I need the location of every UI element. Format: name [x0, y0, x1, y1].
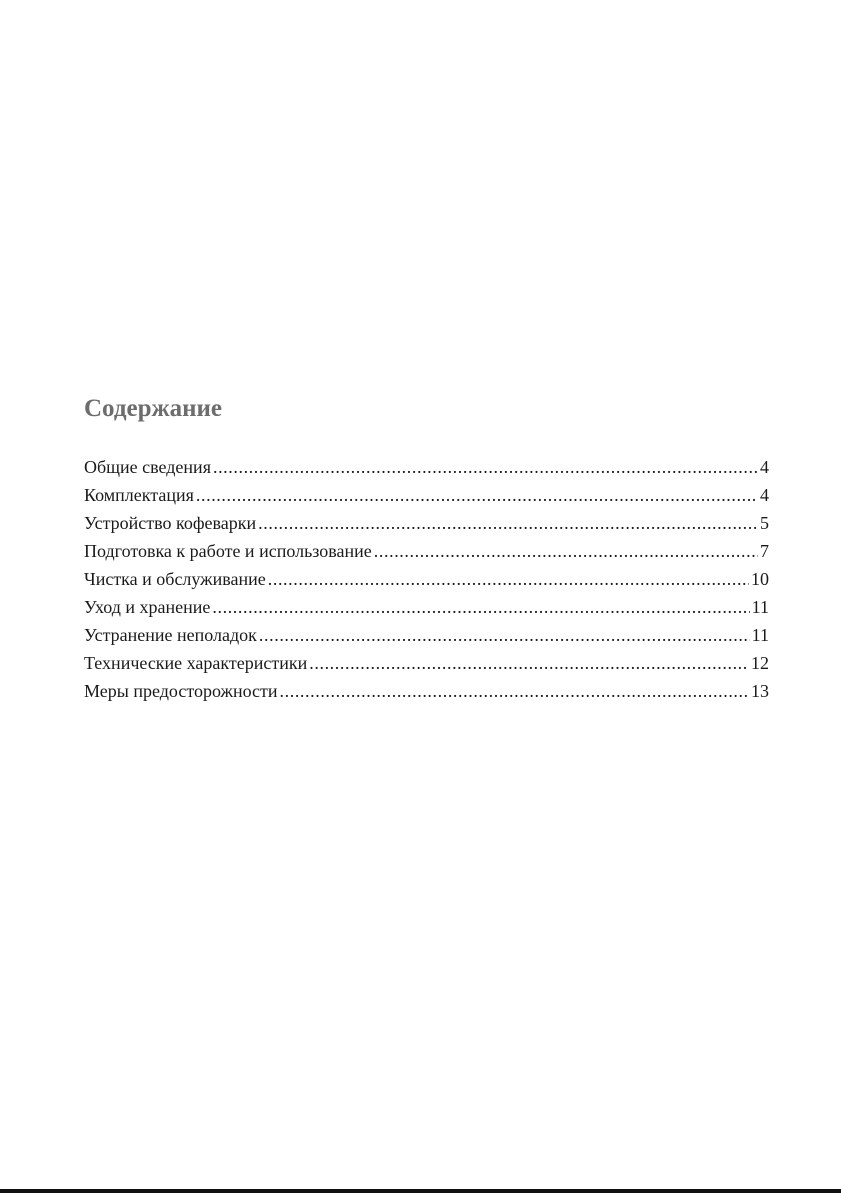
toc-entry-label: Подготовка к работе и использование	[84, 541, 372, 561]
toc-entry-label: Устранение неполадок	[84, 625, 257, 645]
toc-entry-page: 4	[760, 485, 769, 505]
toc-entry-page: 10	[751, 569, 769, 589]
toc-title: Содержание	[84, 395, 223, 422]
toc-entry	[84, 565, 769, 593]
toc-dot-leader	[212, 593, 749, 621]
toc-entry-label: Уход и хранение	[84, 597, 211, 617]
toc-list	[84, 453, 769, 705]
toc-dot-leader	[258, 509, 758, 537]
toc-entry-label: Устройство кофеварки	[84, 513, 257, 533]
toc-dot-leader	[213, 453, 758, 481]
toc-dot-leader	[280, 677, 749, 705]
toc-entry-page: 4	[760, 457, 769, 477]
toc-entry-page: 7	[760, 541, 769, 561]
toc-entry	[84, 537, 769, 565]
toc-entry-page: 11	[751, 625, 769, 645]
toc-dot-leader	[309, 649, 749, 677]
toc-entry-page: 5	[760, 513, 769, 533]
toc-entry-label: Комплектация	[84, 485, 194, 505]
toc-entry	[84, 593, 769, 621]
toc-entry-label: Технические характеристики	[84, 653, 308, 673]
toc-entry	[84, 481, 769, 509]
toc-entry-page: 13	[751, 681, 769, 701]
toc-entry-page: 12	[751, 653, 769, 673]
toc-dot-leader	[268, 565, 749, 593]
toc-dot-leader	[259, 621, 750, 649]
bottom-border-rule	[0, 1189, 841, 1193]
toc-entry-page: 11	[751, 597, 769, 617]
toc-entry	[84, 649, 769, 677]
toc-entry	[84, 453, 769, 481]
toc-entry-label: Общие сведения	[84, 457, 211, 477]
toc-dot-leader	[196, 481, 758, 509]
toc-entry	[84, 621, 769, 649]
toc-entry	[84, 509, 769, 537]
toc-entry	[84, 677, 769, 705]
toc-entry-label: Чистка и обслуживание	[84, 569, 266, 589]
toc-dot-leader	[374, 537, 758, 565]
toc-entry-label: Меры предосторожности	[84, 681, 278, 701]
